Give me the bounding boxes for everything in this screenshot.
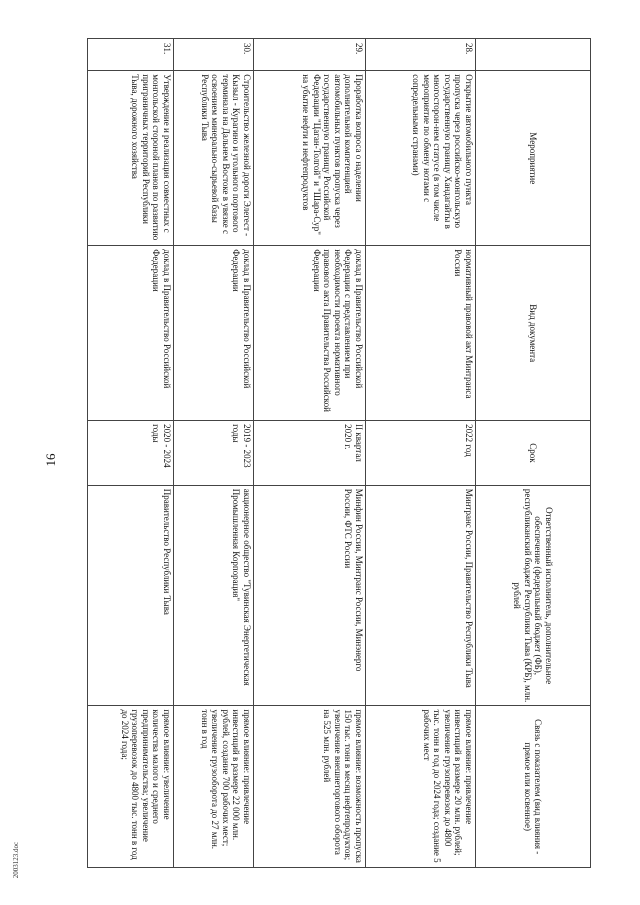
row-doc-type: доклад в Правительство Российской Федерации [88, 246, 174, 421]
table-header-row [476, 39, 591, 868]
measures-table [87, 38, 591, 868]
row-number: 30. [174, 39, 254, 71]
row-doc-type: доклад в Правительство Российской Федерации с представлением при необходимости проекта нормативного правового акта Правительства Российской Федерации [254, 246, 366, 421]
rotated-table-container [120, 38, 591, 868]
row-event: Открытие автомобильного пункта пропуска через российско-монгольскую государственную границу Хандагайты в многосторон-нем статусе (в том числе мероприятие по обмену нотами с сопредельными странами) [366, 71, 476, 246]
row-event: Строительство железной дороги Элегест - Кызыл - Курагино и угольного портового терминала на Дальнем Востоке в увязке с освоением минерально-сырьевой базы Республики Тыва [174, 71, 254, 246]
row-term: 2022 год [366, 421, 476, 486]
header-event: Мероприятие [476, 71, 591, 246]
row-event: Утверждение и реализация совместных с монгольской стороной планов по развитию приграничных территорий Республики Тыва, дорожного хозяйства [88, 71, 174, 246]
row-term: 2019 - 2023 годы [174, 421, 254, 486]
row-event: Проработка вопроса о наделении дополнительной компетенцией автомобильных пунктов пропуска через государственную границу Российской Федерации "Цаган-Толгой" и "Шара-Сур" на убытие нефти и нефтепродуктов [254, 71, 366, 246]
row-indicator: прямое влияние: привлечение инвестиций в размере 22 000 млн. рублей, создание 700 рабочих мест; увеличение грузооборота до 27 млн. тонн в год [174, 706, 254, 868]
table-row [88, 39, 174, 868]
table-row [366, 39, 476, 868]
row-number: 31. [88, 39, 174, 71]
row-number: 28. [366, 39, 476, 71]
header-responsible: Ответственный исполнитель, дополнительное обеспечение (федеральный бюджет (ФБ), республиканский бюджет Республики Тыва (КРБ), млн. рублей [476, 485, 591, 706]
page-number: 16 [43, 453, 58, 467]
row-responsible: акционерное общество "Тувинская Энергетическая Промышленная Корпорация" [174, 485, 254, 706]
row-responsible: Правительство Республики Тыва [88, 485, 174, 706]
row-responsible: Минфин России, Минтранс России, Минэнерго России, ФТС России [254, 485, 366, 706]
row-doc-type: доклад в Правительство Российской Федерации [174, 246, 254, 421]
table-row [174, 39, 254, 868]
footer-filename: 2003123.doc [12, 841, 20, 879]
row-indicator: прямое влияние: увеличение количества малого и среднего предпринимательства; увеличение грузоперевозок до 4800 тыс. тонн в год до 2024 года; [88, 706, 174, 868]
row-term: II квартал 2020 г. [254, 421, 366, 486]
header-doc-type: Вид документа [476, 246, 591, 421]
header-indicator: Связь с показателем (вид влияния - прямое или косвенное) [476, 706, 591, 868]
row-indicator: прямое влияние: возможность пропуска 150 тыс. тонн в месяц нефтепродуктов; увеличение внешнеторгового оборота на 525 млн. рублей [254, 706, 366, 868]
row-responsible: Минтранс России, Правительство Республики Тыва [366, 485, 476, 706]
header-term: Срок [476, 421, 591, 486]
row-term: 2020 - 2024 годы [88, 421, 174, 486]
row-doc-type: нормативный правовой акт Минтранса России [366, 246, 476, 421]
row-number: 29. [254, 39, 366, 71]
table-row [254, 39, 366, 868]
row-indicator: прямое влияние: привлечение инвестиций в размере 20 млн. рублей; увеличение грузоперевозок до 4800 тыс. тонн в год до 2024 года; создание 5 рабочих мест [366, 706, 476, 868]
header-num [476, 39, 591, 71]
